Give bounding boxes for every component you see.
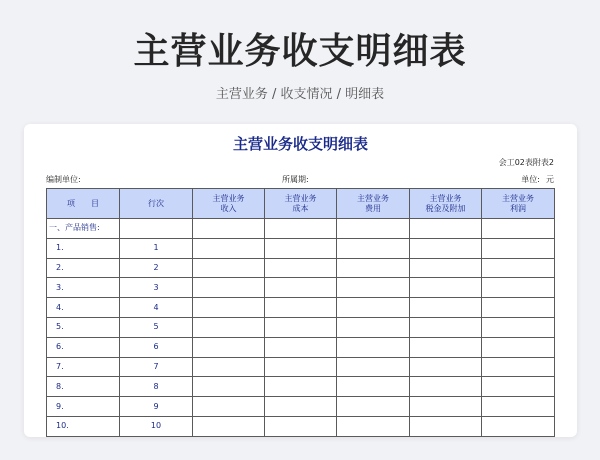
meta-row	[46, 174, 554, 186]
sheet-title: 主营业务收支明细表	[232, 135, 368, 153]
cell-cost[interactable]	[265, 317, 337, 337]
cell-revenue[interactable]	[193, 238, 265, 258]
form-code: 会工02表附表2	[498, 158, 554, 167]
cell-revenue[interactable]	[193, 337, 265, 357]
cell-cost[interactable]	[265, 337, 337, 357]
unit-value: 元	[546, 175, 554, 184]
cell-expense[interactable]	[337, 317, 410, 337]
cell-tax[interactable]	[410, 317, 482, 337]
col-header-line-no: 行次	[120, 189, 193, 219]
cell-revenue[interactable]	[193, 397, 265, 417]
table-row	[47, 357, 555, 377]
cell-revenue[interactable]	[193, 377, 265, 397]
cell-tax[interactable]	[410, 258, 482, 278]
row-number[interactable]: 4	[120, 298, 193, 318]
cell-revenue[interactable]	[193, 317, 265, 337]
cell-profit[interactable]	[482, 337, 555, 357]
row-item[interactable]: 2.	[47, 258, 120, 278]
cell-tax[interactable]	[410, 337, 482, 357]
cell-cost[interactable]	[265, 298, 337, 318]
detail-table	[46, 188, 555, 437]
cell-profit[interactable]	[482, 357, 555, 377]
col-header-cost: 主营业务 成本	[265, 189, 337, 219]
header-row	[47, 189, 555, 219]
cell-revenue[interactable]	[193, 416, 265, 436]
cell-expense[interactable]	[337, 397, 410, 417]
table-row	[47, 397, 555, 417]
table-row	[47, 258, 555, 278]
cell-profit[interactable]	[482, 298, 555, 318]
cell-tax[interactable]	[410, 377, 482, 397]
cell-profit[interactable]	[482, 416, 555, 436]
cell-tax[interactable]	[410, 298, 482, 318]
row-number[interactable]: 8	[120, 377, 193, 397]
cell-cost[interactable]	[265, 238, 337, 258]
cell-profit[interactable]	[482, 278, 555, 298]
cell-revenue[interactable]	[193, 278, 265, 298]
row-item[interactable]: 6.	[47, 337, 120, 357]
cell-profit[interactable]	[482, 317, 555, 337]
table-row	[47, 337, 555, 357]
table-row	[47, 278, 555, 298]
unit-info	[521, 174, 554, 186]
cell-revenue[interactable]	[193, 258, 265, 278]
row-number[interactable]: 10	[120, 416, 193, 436]
sheet-card	[24, 124, 577, 437]
cell-expense[interactable]	[337, 278, 410, 298]
cell-tax[interactable]	[410, 219, 482, 239]
cell-expense[interactable]	[337, 357, 410, 377]
table-row	[47, 219, 555, 239]
unit-label: 单位:	[521, 175, 540, 184]
row-item[interactable]: 9.	[47, 397, 120, 417]
table-row	[47, 238, 555, 258]
row-number[interactable]: 6	[120, 337, 193, 357]
row-item[interactable]: 8.	[47, 377, 120, 397]
cell-cost[interactable]	[265, 416, 337, 436]
cell-cost[interactable]	[265, 278, 337, 298]
cell-tax[interactable]	[410, 238, 482, 258]
row-item[interactable]: 1.	[47, 238, 120, 258]
row-item[interactable]: 10.	[47, 416, 120, 436]
cell-tax[interactable]	[410, 357, 482, 377]
cell-cost[interactable]	[265, 258, 337, 278]
compiler-label: 编制单位:	[46, 175, 81, 184]
col-header-revenue: 主营业务 收入	[193, 189, 265, 219]
period-label: 所属期:	[282, 175, 309, 184]
cell-profit[interactable]	[482, 397, 555, 417]
cell-expense[interactable]	[337, 377, 410, 397]
row-number[interactable]: 1	[120, 238, 193, 258]
row-item[interactable]: 4.	[47, 298, 120, 318]
cell-profit[interactable]	[482, 219, 555, 239]
col-header-expense: 主营业务 费用	[337, 189, 410, 219]
col-header-tax: 主营业务 税金及附加	[410, 189, 482, 219]
table-row	[47, 416, 555, 436]
cell-expense[interactable]	[337, 238, 410, 258]
row-item[interactable]: 5.	[47, 317, 120, 337]
cell-tax[interactable]	[410, 397, 482, 417]
cell-expense[interactable]	[337, 258, 410, 278]
row-number[interactable]: 2	[120, 258, 193, 278]
table-row	[47, 377, 555, 397]
cell-expense[interactable]	[337, 219, 410, 239]
cell-revenue[interactable]	[193, 219, 265, 239]
row-number[interactable]: 9	[120, 397, 193, 417]
row-number[interactable]	[120, 219, 193, 239]
cell-cost[interactable]	[265, 357, 337, 377]
cell-profit[interactable]	[482, 377, 555, 397]
cell-profit[interactable]	[482, 238, 555, 258]
cell-revenue[interactable]	[193, 357, 265, 377]
cell-expense[interactable]	[337, 337, 410, 357]
table-row	[47, 317, 555, 337]
page-subtitle: 主营业务 / 收支情况 / 明细表	[215, 87, 385, 102]
cell-expense[interactable]	[337, 298, 410, 318]
cell-cost[interactable]	[265, 219, 337, 239]
cell-tax[interactable]	[410, 416, 482, 436]
row-number[interactable]: 5	[120, 317, 193, 337]
cell-revenue[interactable]	[193, 298, 265, 318]
row-item[interactable]: 一、产品销售:	[47, 219, 120, 239]
cell-expense[interactable]	[337, 416, 410, 436]
col-header-profit: 主营业务 利润	[482, 189, 555, 219]
cell-tax[interactable]	[410, 278, 482, 298]
row-item[interactable]: 7.	[47, 357, 120, 377]
cell-cost[interactable]	[265, 377, 337, 397]
col-header-item: 项 目	[47, 189, 120, 219]
cell-cost[interactable]	[265, 397, 337, 417]
row-number[interactable]: 7	[120, 357, 193, 377]
row-item[interactable]: 3.	[47, 278, 120, 298]
row-number[interactable]: 3	[120, 278, 193, 298]
cell-profit[interactable]	[482, 258, 555, 278]
page-title: 主营业务收支明细表	[133, 31, 467, 72]
table-row	[47, 298, 555, 318]
